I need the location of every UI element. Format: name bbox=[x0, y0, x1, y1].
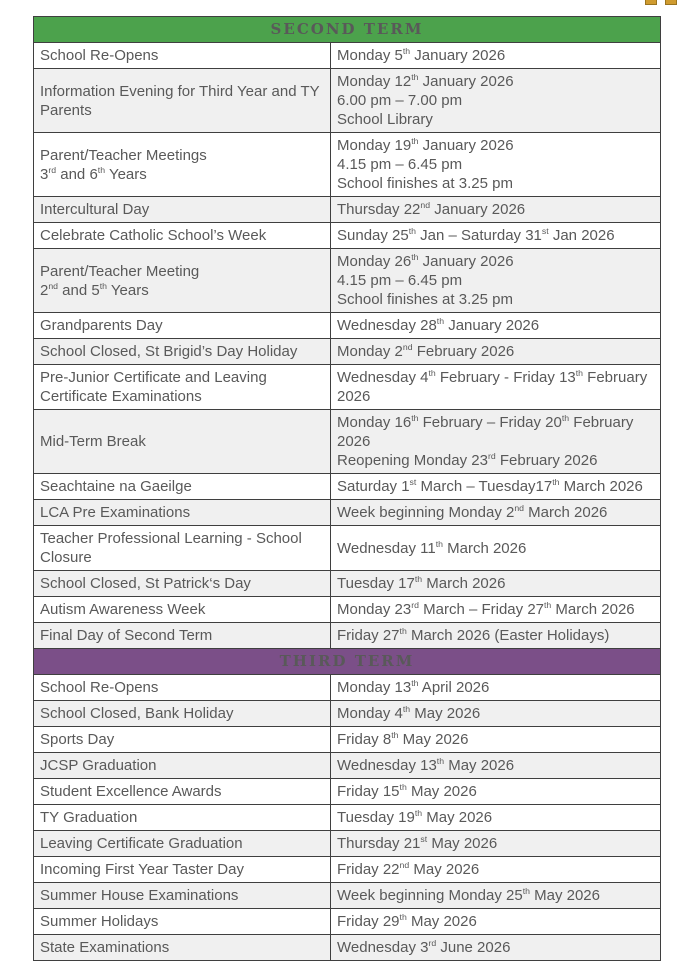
event-cell: Sports Day bbox=[34, 727, 331, 753]
table-row bbox=[34, 500, 661, 526]
table-row bbox=[34, 339, 661, 365]
table-row bbox=[34, 675, 661, 701]
school-calendar-document bbox=[33, 16, 661, 961]
date-cell: Tuesday 17th March 2026 bbox=[331, 571, 661, 597]
date-cell: Sunday 25th Jan – Saturday 31st Jan 2026 bbox=[331, 223, 661, 249]
event-cell: State Examinations bbox=[34, 935, 331, 961]
cropped-pencil-graphic-mark bbox=[645, 0, 657, 5]
table-row bbox=[34, 223, 661, 249]
table-row bbox=[34, 526, 661, 571]
table-row bbox=[34, 883, 661, 909]
event-cell: LCA Pre Examinations bbox=[34, 500, 331, 526]
table-row bbox=[34, 410, 661, 474]
table-row bbox=[34, 313, 661, 339]
event-cell: JCSP Graduation bbox=[34, 753, 331, 779]
date-cell: Monday 4th May 2026 bbox=[331, 701, 661, 727]
table-row bbox=[34, 623, 661, 649]
date-cell: Thursday 21st May 2026 bbox=[331, 831, 661, 857]
date-cell: Friday 15th May 2026 bbox=[331, 779, 661, 805]
event-cell: School Re-Opens bbox=[34, 43, 331, 69]
term-calendar-table bbox=[33, 16, 661, 961]
table-row bbox=[34, 474, 661, 500]
table-row bbox=[34, 365, 661, 410]
date-cell: Friday 8th May 2026 bbox=[331, 727, 661, 753]
date-cell: Wednesday 4th February - Friday 13th February 2026 bbox=[331, 365, 661, 410]
date-cell: Monday 5th January 2026 bbox=[331, 43, 661, 69]
table-row bbox=[34, 249, 661, 313]
table-row bbox=[34, 857, 661, 883]
date-cell: Monday 16th February – Friday 20th February 2026 Reopening Monday 23rd February 2026 bbox=[331, 410, 661, 474]
table-row bbox=[34, 197, 661, 223]
cropped-pencil-graphic-mark bbox=[665, 0, 677, 5]
date-cell: Monday 26th January 2026 4.15 pm – 6.45 pm School finishes at 3.25 pm bbox=[331, 249, 661, 313]
event-cell: Student Excellence Awards bbox=[34, 779, 331, 805]
section-header-row bbox=[34, 649, 661, 675]
table-row bbox=[34, 753, 661, 779]
table-row bbox=[34, 909, 661, 935]
date-cell: Week beginning Monday 2nd March 2026 bbox=[331, 500, 661, 526]
table-row bbox=[34, 571, 661, 597]
calendar-table-body bbox=[34, 17, 661, 961]
date-cell: Thursday 22nd January 2026 bbox=[331, 197, 661, 223]
table-row bbox=[34, 935, 661, 961]
event-cell: Intercultural Day bbox=[34, 197, 331, 223]
event-cell: Summer Holidays bbox=[34, 909, 331, 935]
date-cell: Friday 22nd May 2026 bbox=[331, 857, 661, 883]
event-cell: School Closed, St Brigid’s Day Holiday bbox=[34, 339, 331, 365]
event-cell: Information Evening for Third Year and TY Parents bbox=[34, 69, 331, 133]
event-cell: Summer House Examinations bbox=[34, 883, 331, 909]
date-cell: Wednesday 28th January 2026 bbox=[331, 313, 661, 339]
table-row bbox=[34, 597, 661, 623]
section-header-third-term: THIRD TERM bbox=[34, 649, 661, 675]
date-cell: Monday 23rd March – Friday 27th March 2026 bbox=[331, 597, 661, 623]
date-cell: Monday 2nd February 2026 bbox=[331, 339, 661, 365]
event-cell: Parent/Teacher Meetings 3rd and 6th Years bbox=[34, 133, 331, 197]
event-cell: School Re-Opens bbox=[34, 675, 331, 701]
date-cell: Saturday 1st March – Tuesday17th March 2026 bbox=[331, 474, 661, 500]
date-cell: Monday 13th April 2026 bbox=[331, 675, 661, 701]
event-cell: Mid-Term Break bbox=[34, 410, 331, 474]
date-cell: Week beginning Monday 25th May 2026 bbox=[331, 883, 661, 909]
table-row bbox=[34, 727, 661, 753]
date-cell: Wednesday 11th March 2026 bbox=[331, 526, 661, 571]
event-cell: Celebrate Catholic School’s Week bbox=[34, 223, 331, 249]
event-cell: Final Day of Second Term bbox=[34, 623, 331, 649]
event-cell: TY Graduation bbox=[34, 805, 331, 831]
date-cell: Friday 27th March 2026 (Easter Holidays) bbox=[331, 623, 661, 649]
date-cell: Tuesday 19th May 2026 bbox=[331, 805, 661, 831]
table-row bbox=[34, 701, 661, 727]
date-cell: Friday 29th May 2026 bbox=[331, 909, 661, 935]
date-cell: Wednesday 13th May 2026 bbox=[331, 753, 661, 779]
event-cell: Incoming First Year Taster Day bbox=[34, 857, 331, 883]
event-cell: Grandparents Day bbox=[34, 313, 331, 339]
table-row bbox=[34, 43, 661, 69]
date-cell: Monday 12th January 2026 6.00 pm – 7.00 pm School Library bbox=[331, 69, 661, 133]
date-cell: Wednesday 3rd June 2026 bbox=[331, 935, 661, 961]
section-header-second-term: SECOND TERM bbox=[34, 17, 661, 43]
event-cell: Parent/Teacher Meeting 2nd and 5th Years bbox=[34, 249, 331, 313]
date-cell: Monday 19th January 2026 4.15 pm – 6.45 pm School finishes at 3.25 pm bbox=[331, 133, 661, 197]
event-cell: Autism Awareness Week bbox=[34, 597, 331, 623]
section-header-row bbox=[34, 17, 661, 43]
table-row bbox=[34, 69, 661, 133]
table-row bbox=[34, 779, 661, 805]
table-row bbox=[34, 831, 661, 857]
event-cell: Seachtaine na Gaeilge bbox=[34, 474, 331, 500]
event-cell: School Closed, St Patrick‘s Day bbox=[34, 571, 331, 597]
event-cell: Teacher Professional Learning - School Closure bbox=[34, 526, 331, 571]
event-cell: Leaving Certificate Graduation bbox=[34, 831, 331, 857]
event-cell: School Closed, Bank Holiday bbox=[34, 701, 331, 727]
table-row bbox=[34, 805, 661, 831]
event-cell: Pre-Junior Certificate and Leaving Certificate Examinations bbox=[34, 365, 331, 410]
table-row bbox=[34, 133, 661, 197]
